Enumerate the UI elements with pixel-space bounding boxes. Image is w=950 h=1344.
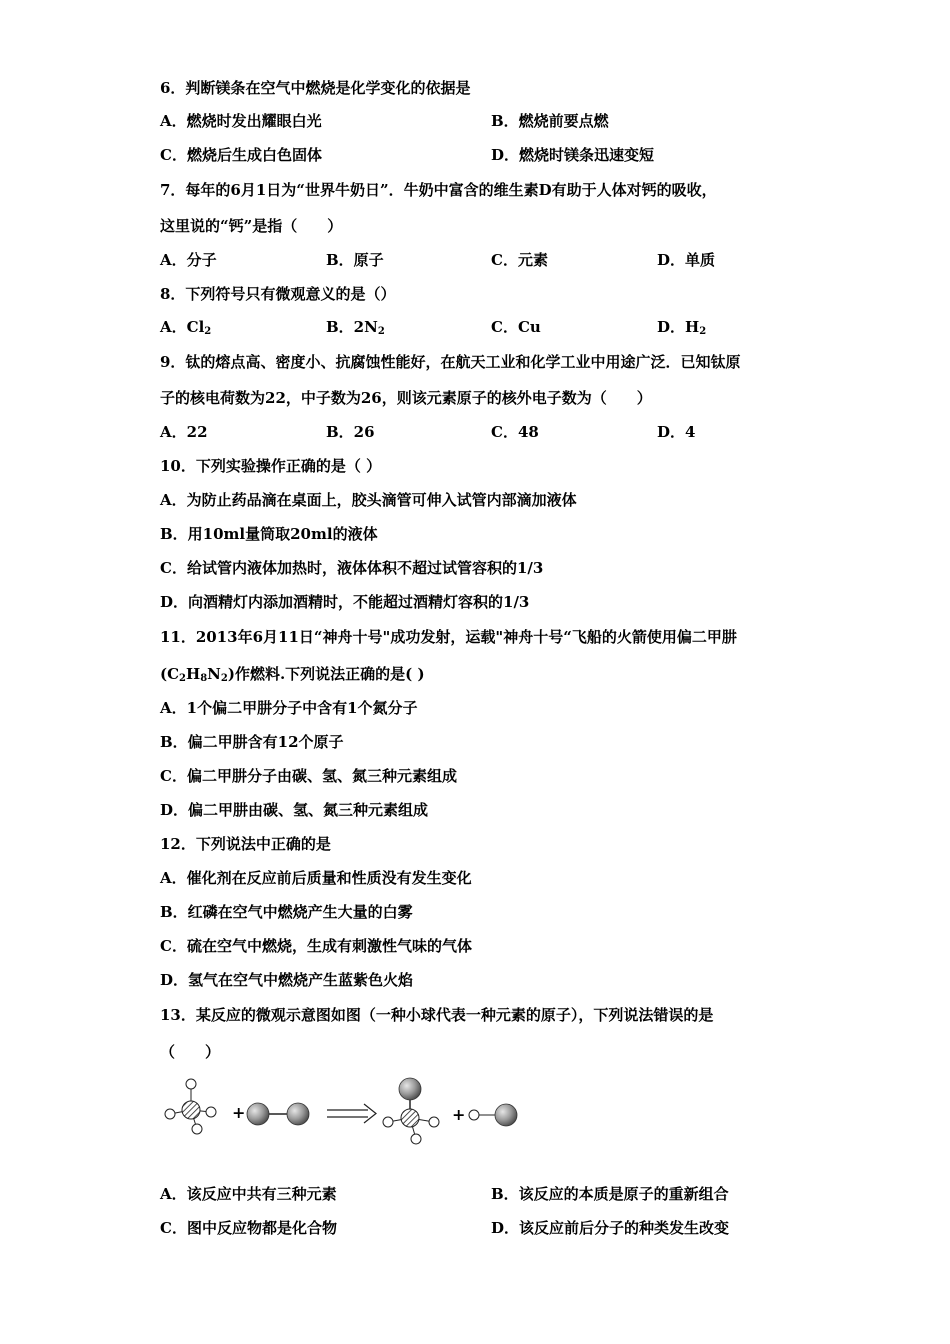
q11-formula-sub-c: 2 (179, 673, 187, 684)
q11-formula-sub-h: 8 (200, 673, 208, 684)
q13-option-d: D．该反应前后分子的种类发生改变 (491, 1219, 730, 1237)
q10-option-b: B．用10ml量筒取20ml的液体 (160, 525, 378, 543)
q7-option-b: B．原子 (326, 251, 384, 269)
small-white-atom (383, 1117, 393, 1127)
q9-stem-line1: 9．钛的熔点高、密度小、抗腐蚀性能好，在航天工业和化学工业中用途广泛．已知钛原 (160, 353, 741, 371)
q11-option-d: D．偏二甲肼由碳、氢、氮三种元素组成 (160, 801, 429, 819)
q9-stem-line2: 子的核电荷数为22，中子数为26，则该元素原子的核外电子数为（ ） (160, 389, 652, 407)
q6-option-b: B．燃烧前要点燃 (491, 112, 609, 130)
reaction-arrow (327, 1104, 376, 1123)
q11-option-a: A．1个偏二甲肼分子中含有1个氮分子 (160, 699, 418, 717)
q11-option-c: C．偏二甲肼分子由碳、氢、氮三种元素组成 (160, 767, 457, 785)
q9-option-d: D．4 (657, 423, 696, 441)
q13-option-c: C．图中反应物都是化合物 (160, 1219, 337, 1237)
q12-option-b: B．红磷在空气中燃烧产生大量的白雾 (160, 903, 413, 921)
small-white-atom (411, 1134, 421, 1144)
small-white-atom (186, 1079, 196, 1089)
small-white-atom (469, 1110, 479, 1120)
large-gray-atom (399, 1078, 421, 1100)
plus-sign-2: + (452, 1105, 466, 1124)
q10-stem: 10．下列实验操作正确的是（ ） (160, 457, 382, 475)
q7-option-c: C．元素 (491, 251, 548, 269)
small-white-atom (429, 1117, 439, 1127)
reactant-molecule-1 (165, 1079, 216, 1134)
q13-option-b: B．该反应的本质是原子的重新组合 (491, 1185, 729, 1203)
q6-option-c: C．燃烧后生成白色固体 (160, 146, 322, 164)
q6-stem: 6．判断镁条在空气中燃烧是化学变化的依据是 (160, 79, 471, 97)
q10-option-a: A．为防止药品滴在桌面上，胶头滴管可伸入试管内部滴加液体 (160, 491, 577, 509)
q11-formula-h: H (186, 665, 201, 683)
q11-formula-sub-n: 2 (220, 673, 228, 684)
product-molecule-2 (469, 1104, 517, 1126)
q11-option-b: B．偏二甲肼含有12个原子 (160, 733, 344, 751)
q7-option-a: A．分子 (160, 251, 217, 269)
large-gray-atom (495, 1104, 517, 1126)
large-gray-atom (247, 1103, 269, 1125)
small-white-atom (192, 1124, 202, 1134)
reaction-diagram (160, 1072, 530, 1152)
q8-option-b-text: B．2N (326, 318, 378, 336)
q6-option-d: D．燃烧时镁条迅速变短 (491, 146, 655, 164)
q11-stem-rest: )作燃料.下列说法正确的是( ) (227, 665, 425, 683)
plus-sign-1: + (232, 1103, 246, 1122)
q8-option-a-subscript: 2 (204, 326, 212, 337)
q9-option-c: C．48 (491, 423, 539, 441)
q12-option-d: D．氢气在空气中燃烧产生蓝紫色火焰 (160, 971, 414, 989)
q12-stem: 12．下列说法中正确的是 (160, 835, 331, 853)
q10-option-c: C．给试管内液体加热时，液体体积不超过试管容积的1/3 (160, 559, 544, 577)
q7-stem-line2: 这里说的“钙”是指（ ） (160, 217, 343, 235)
q9-option-a: A．22 (160, 423, 208, 441)
q8-stem: 8．下列符号只有微观意义的是（） (160, 285, 396, 303)
q8-option-a-text: A．Cl (160, 318, 205, 336)
q8-option-a (160, 317, 211, 342)
hatched-atom (182, 1101, 200, 1119)
q8-option-d (657, 317, 706, 342)
q7-option-d: D．单质 (657, 251, 716, 269)
product-molecule-1 (383, 1078, 439, 1144)
q13-option-a: A．该反应中共有三种元素 (160, 1185, 337, 1203)
q13-stem-line1: 13．某反应的微观示意图如图（一种小球代表一种元素的原子），下列说法错误的是 (160, 1006, 714, 1024)
q8-option-d-subscript: 2 (699, 326, 707, 337)
small-white-atom (165, 1109, 175, 1119)
q9-option-b: B．26 (326, 423, 375, 441)
q12-option-a: A．催化剂在反应前后质量和性质没有发生变化 (160, 869, 472, 887)
q8-option-b (326, 317, 385, 342)
q8-option-d-text: D．H (657, 318, 700, 336)
q8-option-c: C．Cu (491, 318, 541, 336)
q8-option-b-subscript: 2 (377, 326, 385, 337)
q12-option-c: C．硫在空气中燃烧，生成有刺激性气味的气体 (160, 937, 472, 955)
q10-option-d: D．向酒精灯内添加酒精时，不能超过酒精灯容积的1/3 (160, 593, 530, 611)
q13-stem-line2: （ ） (160, 1043, 221, 1061)
q11-formula-n: N (207, 665, 221, 683)
q6-option-a: A．燃烧时发出耀眼白光 (160, 112, 322, 130)
q11-stem-line2 (160, 664, 425, 689)
q7-stem-line1: 7．每年的6月1日为“世界牛奶日”．牛奶中富含的维生素D有助于人体对钙的吸收， (160, 181, 717, 199)
reactant-molecule-2 (247, 1103, 309, 1125)
q11-formula-open: (C (160, 665, 180, 683)
small-white-atom (206, 1107, 216, 1117)
q11-stem-line1: 11．2013年6月11日“神舟十号"成功发射，运载"神舟十号“飞船的火箭使用偏二甲肼 (160, 628, 737, 646)
large-gray-atom (287, 1103, 309, 1125)
hatched-atom (401, 1109, 419, 1127)
